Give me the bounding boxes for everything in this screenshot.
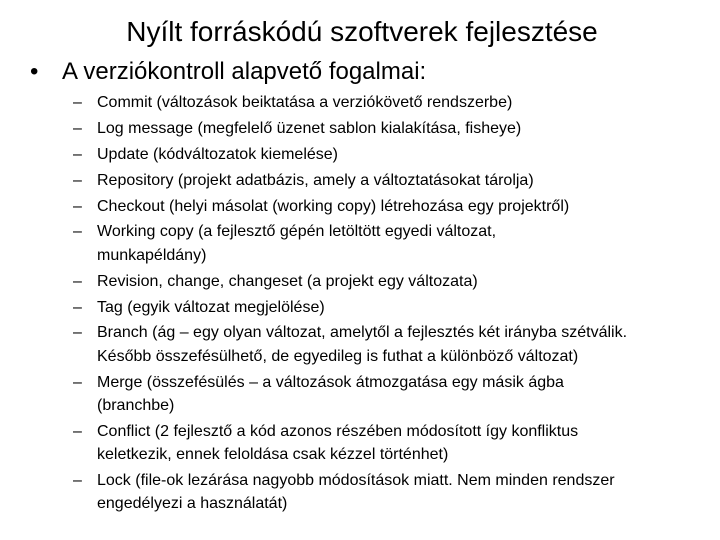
dash-marker: – bbox=[73, 94, 82, 111]
dash-marker: – bbox=[73, 171, 82, 189]
list-item bbox=[73, 469, 632, 516]
dash-marker: – bbox=[73, 373, 82, 391]
list-item bbox=[73, 420, 633, 467]
list-item bbox=[73, 117, 633, 140]
dash-marker: – bbox=[73, 119, 82, 137]
list-item-text: Repository (projekt adatbázis, amely a változtatásokat tárolja) bbox=[97, 171, 534, 189]
list-item-text: Revision, change, changeset (a projekt egy változata) bbox=[97, 272, 478, 290]
dash-marker: – bbox=[73, 422, 82, 440]
list-item bbox=[73, 195, 633, 218]
list-item-text: Tag (egyik változat megjelölése) bbox=[97, 298, 325, 316]
dash-marker: – bbox=[73, 145, 82, 163]
list-item-text: Lock (file-ok lezárása nagyobb módosítások miatt. Nem minden rendszer engedélyezi a használatát) bbox=[97, 471, 615, 513]
list-item bbox=[73, 270, 633, 293]
dash-marker: – bbox=[73, 324, 82, 342]
dash-marker: – bbox=[73, 298, 82, 316]
concept-list bbox=[73, 91, 633, 518]
list-item bbox=[73, 296, 633, 319]
list-item bbox=[73, 143, 633, 166]
list-item bbox=[73, 91, 633, 114]
list-item-text: Branch (ág – egy olyan változat, amelytől a fejlesztés két irányba szétválik. Később összefésülhető, de egyedileg is futhat a különböző változat) bbox=[97, 324, 628, 365]
dash-marker: – bbox=[73, 272, 82, 290]
list-item bbox=[73, 321, 633, 368]
dash-marker: – bbox=[73, 471, 82, 489]
dash-marker: – bbox=[73, 223, 82, 241]
bullet-marker: • bbox=[30, 58, 39, 85]
main-bullet-text: A verziókontroll alapvető fogalmai: bbox=[62, 58, 427, 85]
list-item-text: Update (kódváltozatok kiemelése) bbox=[97, 145, 339, 163]
list-item-text: Working copy (a fejlesztő gépén letöltött egyedi változat, munkapéldány) bbox=[97, 223, 497, 264]
list-item bbox=[73, 371, 627, 418]
list-item bbox=[73, 220, 567, 267]
list-item-text: Commit (változások beiktatása a verziókövető rendszerbe) bbox=[97, 94, 513, 111]
list-item bbox=[73, 169, 633, 192]
dash-marker: – bbox=[73, 197, 82, 215]
list-item-text: Conflict (2 fejlesztő a kód azonos részében módosított így konfliktus keletkezik, ennek feloldása csak kézzel történhet) bbox=[97, 422, 579, 464]
list-item-text: Merge (összefésülés – a változások átmozgatása egy másik ágba (branchbe) bbox=[97, 373, 564, 414]
list-item-text: Log message (megfelelő üzenet sablon kialakítása, fisheye) bbox=[97, 119, 522, 137]
slide-title: Nyílt forráskódú szoftverek fejlesztése bbox=[126, 16, 598, 47]
list-item-text: Checkout (helyi másolat (working copy) létrehozása egy projektről) bbox=[97, 197, 570, 215]
